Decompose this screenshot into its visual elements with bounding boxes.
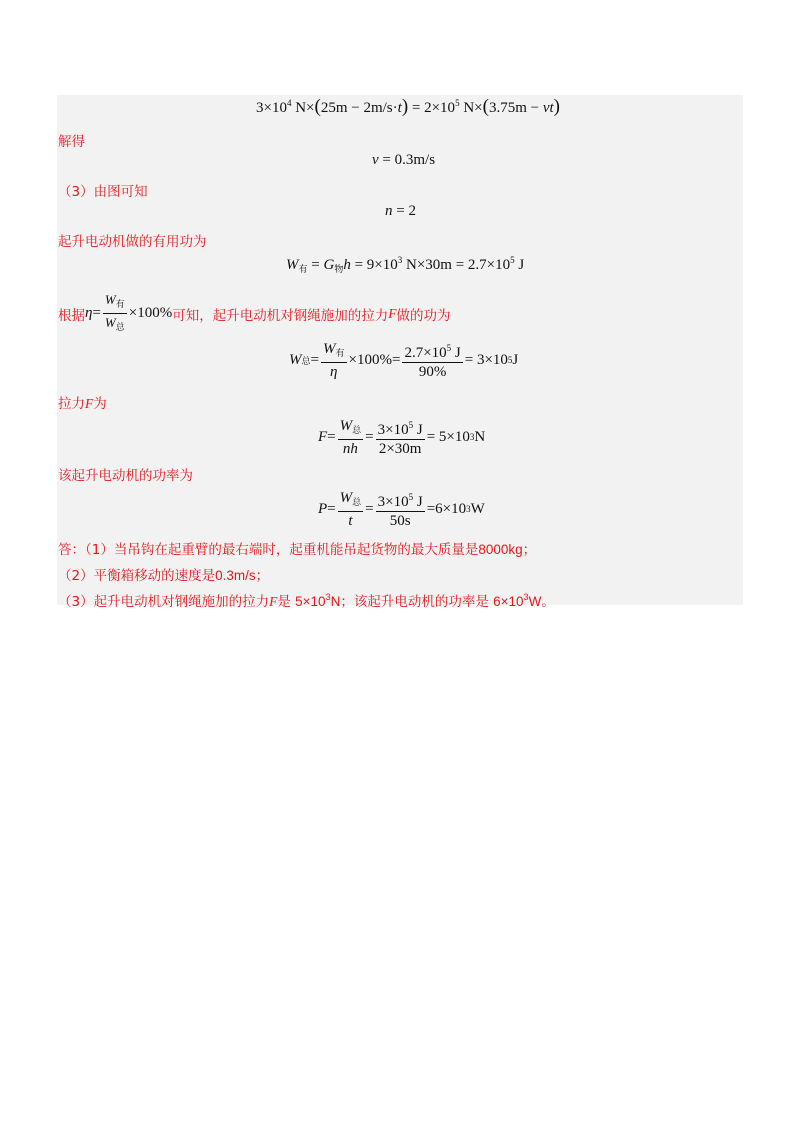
text-pull-force: 拉力F为 [58,396,107,412]
equation-power: P = $\frac{W_总}{t}$ = $\frac{3\times 10^5 J}{50s}$ =6×10 3 W [318,489,485,529]
text-efficiency: 根据 η = $\frac{W_有}{W_总}$ ×100% 可知，起升电动机对钢绳施加的拉力 F 做的功为 [58,292,451,332]
equation-total-work: W 总 = $\frac{W_有}{\eta}$ ×100% = $\frac{2.7\times 10^5 J}{90\%}$ = 3×10 5 J [289,340,519,380]
equation-balance: $3\times 10^4$ $N\times(25m - 2m/s\cdot t) = 2\times 10^5$ N×(3.75m − vt) [256,96,560,117]
text-power: 该起升电动机的功率为 [58,468,193,484]
answer-2: （2）平衡箱移动的速度是0.3m/s； [58,568,270,584]
text-part3: （3）由图可知 [58,184,148,200]
equation-n: n = 2 [385,203,416,219]
answer-3: （3）起升电动机对钢绳施加的拉力F是 $5\times 10^3N$；该起升电动机的功率是 $6\times 10^3W$。 [58,592,555,610]
text-jiede: 解得 [58,134,85,150]
equation-force: F = $\frac{W_总}{nh}$ = $\frac{3\times 10^5 J}{2\times 30m}$ = 5×10 3 N [318,417,486,457]
text-useful-work: 起升电动机做的有用功为 [58,234,207,250]
equation-useful-work: $W_有 = G_物h = 9\times 10^3$ $N\times 30m = 2.7\times 10^5$ J [286,255,525,274]
answer-1: 答：（1）当吊钩在起重臂的最右端时，起重机能吊起货物的最大质量是8000kg； [58,542,537,558]
equation-speed: v = 0.3m/s [372,152,436,168]
